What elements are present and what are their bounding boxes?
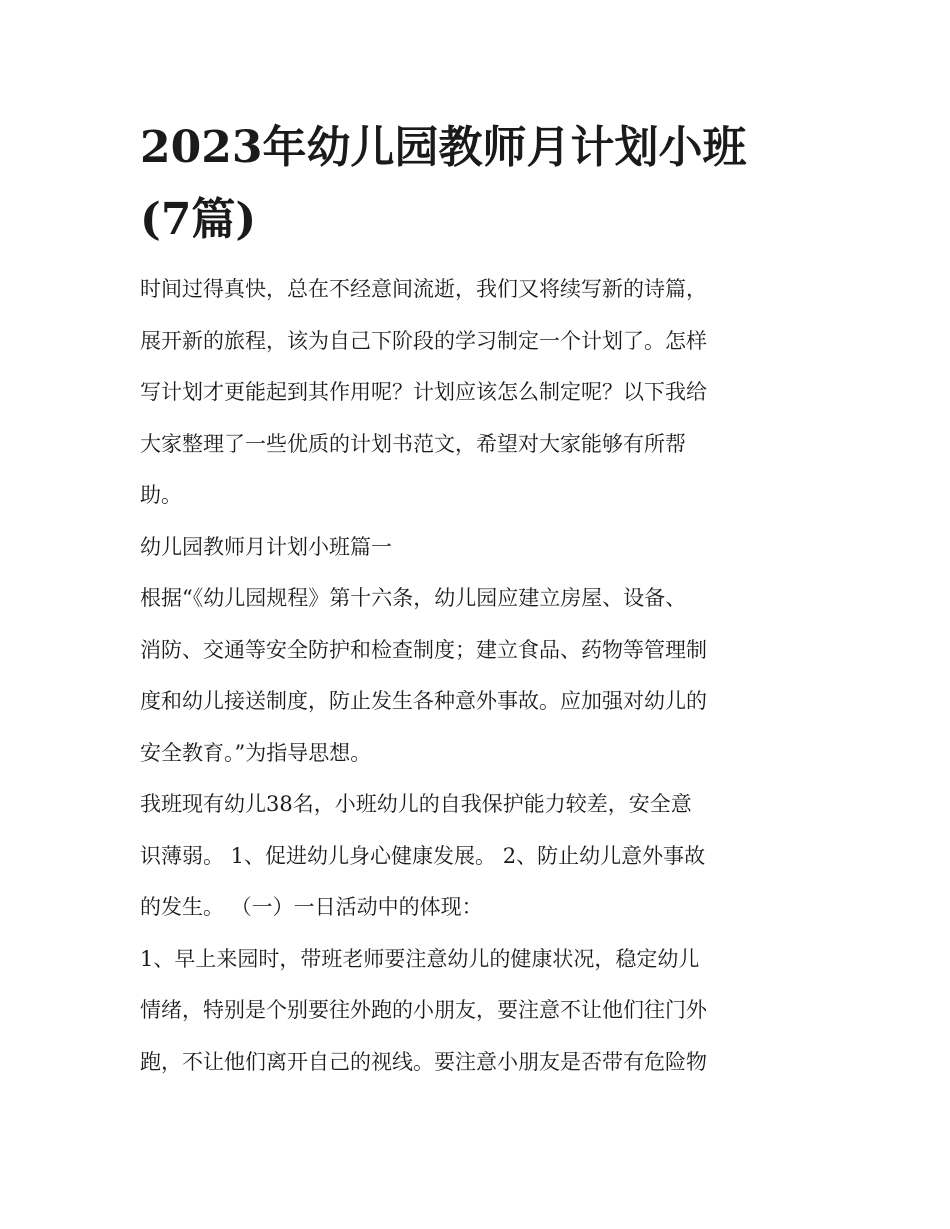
text-line: 1、早上来园时，带班老师要注意幼儿的健康状况，稳定幼儿	[140, 946, 700, 971]
text-line: 我班现有幼儿38名，小班幼儿的自我保护能力较差，安全意	[140, 792, 692, 816]
text-line: 消防、交通等安全防护和检查制度；建立食品、药物等管理制	[140, 637, 707, 662]
section-heading	[140, 522, 820, 574]
text-line: 跑，不让他们离开自己的视线。要注意小朋友是否带有危险物	[140, 1049, 707, 1074]
text-line: 展开新的旅程，该为自己下阶段的学习制定一个计划了。怎样	[140, 328, 707, 353]
title-line-2: (7篇)	[140, 194, 257, 245]
text-line: 幼儿园教师月计划小班篇一	[140, 534, 392, 559]
intro-paragraph	[140, 264, 820, 522]
document-page	[140, 112, 820, 1088]
guideline-paragraph	[140, 573, 820, 779]
text-line: 情绪，特别是个别要往外跑的小朋友，要注意不让他们往门外	[140, 998, 707, 1022]
class-status-paragraph	[140, 779, 820, 934]
text-line: 安全教育。”为指导思想。	[140, 740, 372, 765]
document-title	[140, 112, 820, 256]
text-line: 助。	[140, 483, 182, 507]
text-line: 时间过得真快，总在不经意间流逝，我们又将续写新的诗篇，	[140, 277, 707, 301]
title-line-1: 2023年幼儿园教师月计划小班	[140, 122, 747, 173]
text-line: 识薄弱。 1、促进幼儿身心健康发展。 2、防止幼儿意外事故	[140, 843, 706, 868]
text-line: 大家整理了一些优质的计划书范文，希望对大家能够有所帮	[140, 431, 686, 456]
morning-arrival-paragraph	[140, 934, 820, 1089]
text-line: 的发生。 （一）一日活动中的体现：	[140, 895, 483, 919]
text-line: 根据“《幼儿园规程》第十六条，幼儿园应建立房屋、设备、	[140, 586, 687, 610]
text-line: 写计划才更能起到其作用呢？计划应该怎么制定呢？以下我给	[140, 380, 707, 404]
text-line: 度和幼儿接送制度，防止发生各种意外事故。应加强对幼儿的	[140, 689, 707, 713]
